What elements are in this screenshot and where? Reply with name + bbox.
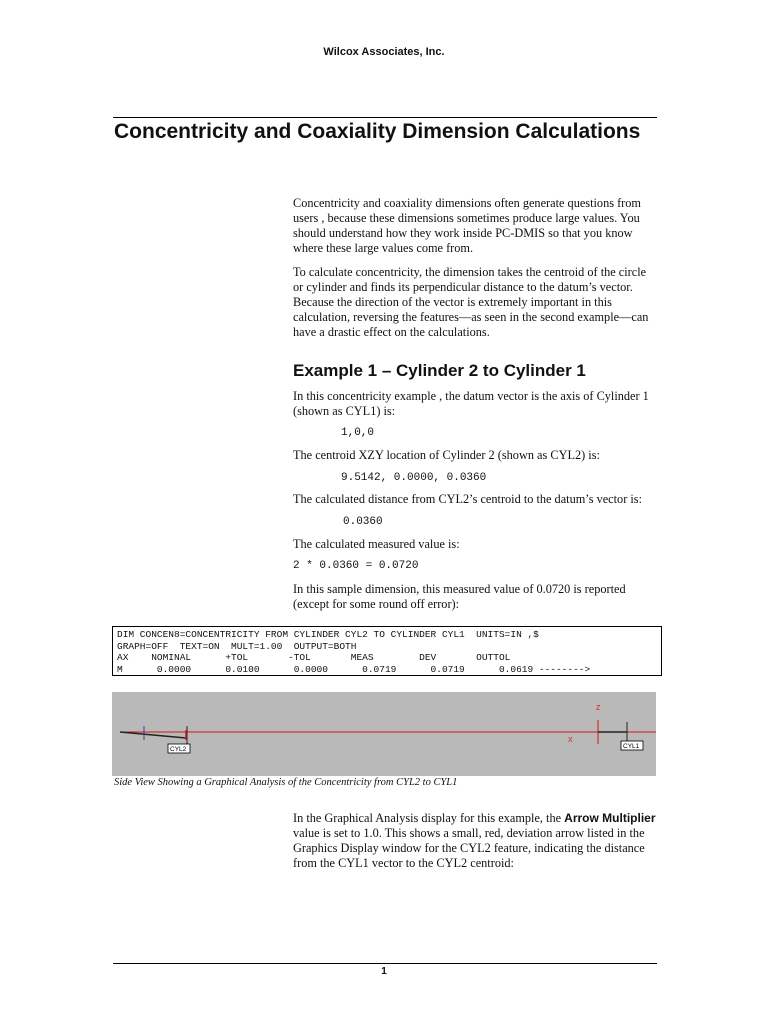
arrow-multiplier-term: Arrow Multiplier [564,811,656,825]
intro-paragraph-1: Concentricity and coaxiality dimensions often generate questions from users , because these dimensions sometimes produce large values. You should understand how they work inside PC-DMIS so that you know where these large values come from. [293,196,641,255]
example1-paragraph-1: In this concentricity example , the datum vector is the axis of Cylinder 1 (shown as CYL1) is: [293,389,649,418]
example1-paragraph-3: The calculated distance from CYL2’s centroid to the datum’s vector is: [293,492,642,506]
cyl2-label: CYL2 [170,746,187,753]
closing-text-end: value is set to 1.0. This shows a small, red, deviation arrow listed in the Graphics Display window for the CYL2 feature, indicating the distance from the CYL1 vector to the CYL2 centroid: [293,826,645,870]
page-title: Concentricity and Coaxiality Dimension Calculations [114,120,641,143]
closing-text-start: In the Graphical Analysis display for this example, the [293,811,565,825]
intro-paragraph-2: To calculate concentricity, the dimension takes the centroid of the circle or cylinder and finds its perpendicular distance to the datum’s vector. Because the direction of the vector is extremely important in this calculation, reversing the features—as seen in the second example—can have a drastic effect on the calculations. [293,265,649,339]
measured-formula: 2 * 0.0360 = 0.0720 [293,560,419,572]
x-axis-label: X [568,737,573,744]
side-view-drawing [112,692,656,776]
page-header: Wilcox Associates, Inc. [323,46,445,58]
example1-paragraph-4: The calculated measured value is: [293,537,460,551]
dimension-report-box [112,626,662,676]
z-axis-label: Z [596,705,601,712]
example1-paragraph-5: In this sample dimension, this measured value of 0.0720 is reported (except for some round off error): [293,582,626,611]
bottom-rule [113,963,657,964]
code-line: GRAPH=OFF TEXT=ON MULT=1.00 OUTPUT=BOTH [117,640,357,652]
code-line: AX NOMINAL +TOL -TOL MEAS DEV OUTTOL [117,652,511,663]
closing-paragraph [293,811,658,871]
top-rule [113,117,657,118]
distance-value: 0.0360 [343,516,383,528]
figure-caption: Side View Showing a Graphical Analysis of the Concentricity from CYL2 to CYL1 [114,777,458,788]
cyl2-axis-line [120,732,186,738]
datum-vector-value: 1,0,0 [341,427,375,439]
graphical-analysis-image [112,692,656,776]
example1-paragraph-2: The centroid XZY location of Cylinder 2 (shown as CYL2) is: [293,448,600,462]
example1-heading: Example 1 – Cylinder 2 to Cylinder 1 [293,361,586,380]
page-number: 1 [381,966,387,977]
code-line: DIM CONCEN8=CONCENTRICITY FROM CYLINDER CYL2 TO CYLINDER CYL1 UNITS=IN ,$ [117,629,539,640]
cyl1-label: CYL1 [623,743,640,750]
code-line: M 0.0000 0.0100 0.0000 0.0719 0.0719 0.0619 --------> [117,663,591,675]
centroid-value: 9.5142, 0.0000, 0.0360 [341,472,487,484]
